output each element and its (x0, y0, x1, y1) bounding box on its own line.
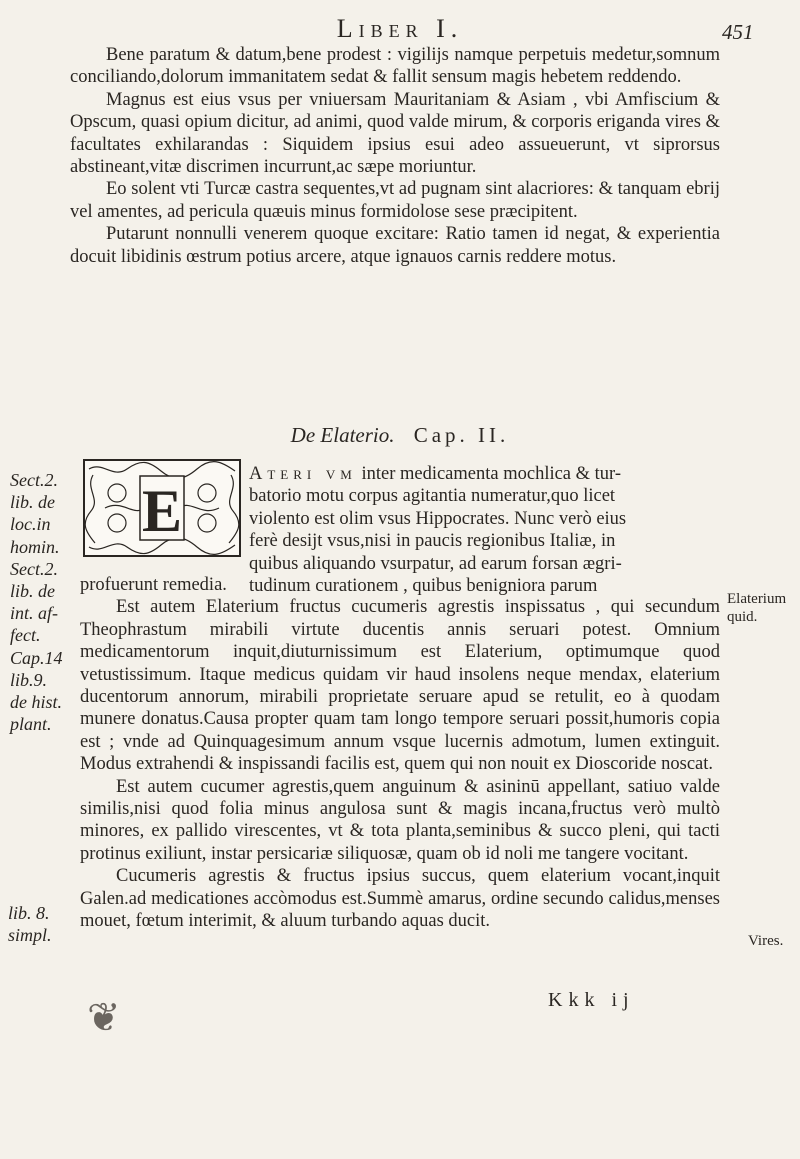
margin-line: homin. (10, 536, 60, 557)
text-line: violento est olim vsus Hippocrates. Nunc verò eius (249, 508, 627, 529)
margin-line: plant. (10, 714, 52, 735)
text-line: tudinum curationem , quibus benigniora parum (249, 576, 598, 597)
text-line: quibus aliquando vsurpatur, ad earum forsan ægri- (249, 553, 622, 574)
paragraph: Eo solent vti Turcæ castra sequentes,vt ad pugnam sint alacriores: & tanquam ebrij vel amentes, ad pericula quæuis minus formidolose sese præcipitent. (70, 179, 720, 222)
margin-line: int. af- (10, 603, 58, 624)
margin-note-right-top (727, 590, 795, 626)
margin-line: simpl. (8, 925, 52, 945)
elaterium-body-text (80, 574, 720, 933)
text-line: batorio motu corpus agitantia numeratur,quo licet (249, 486, 616, 507)
margin-line: lib.9. (10, 669, 48, 690)
paragraph: Bene paratum & datum,bene prodest : vigilijs namque perpetuis medetur,somnum conciliando,dolorum immanitatem sedat & fallit sensum magis hebetem reddendo. (70, 45, 720, 88)
margin-note-right-bottom: Vires. (748, 933, 784, 949)
margin-line: lib. 8. (8, 903, 50, 923)
paragraph: Cucumeris agrestis & fructus ipsius succus, quem elaterium vocant,inquit Galen.ad medicationes accòmodus est.Summè amarus, ordine secundo calidus,menses mouet, fœtum interimit, & aluum turbando aquas ducit. (80, 866, 720, 932)
running-head: Liber I. (336, 14, 464, 43)
page-number: 451 (722, 20, 754, 44)
margin-line: Sect.2. (10, 558, 58, 579)
chapter-heading (0, 423, 800, 448)
initial-word-rest: Ateri vm (249, 464, 357, 484)
margin-line: Sect.2. (10, 470, 58, 490)
text-line: ferè desijt vsus,nisi in paucis regionibus Italiæ, in (249, 531, 616, 552)
chapter-title: De Elaterio. (290, 423, 395, 447)
margin-line: Elaterium (727, 591, 787, 607)
paragraph: profuerunt remedia. (80, 575, 227, 595)
paragraph: Est autem cucumer agrestis,quem anguinum & asininū appellant, satiuo valde similis,nisi quod folia minus angulosa sunt & magis incana,fructus verò multò minores, ex pallido virescentes, vt & tota planta,seminibus & succo pleni, qui tacti protinus exiliunt, instar persicariæ siliquosæ, quam ob id noli me tangere vocitant. (80, 776, 720, 864)
margin-line: quid. (727, 609, 758, 625)
margin-line: fect. (10, 625, 41, 646)
margin-line: de hist. (10, 692, 62, 713)
first-line-text: inter medicamenta mochlica & tur- (361, 464, 622, 484)
margin-line: Cap.14 (10, 647, 63, 668)
paragraph: Putarunt nonnulli venerem quoque excitare: Ratio tamen id negat, & experientia docuit libidinis œstrum potius arcere, atque ignauos carnis reddere motus. (70, 224, 720, 267)
paragraph: Est autem Elaterium fructus cucumeris agrestis inspissatus , qui secundum Theophrastum mirabili virtute ducentis annis seruari potest. Omnium medicamentorum inquit,diuturnissimum est Elaterium, optimumque quod vetustissimum. Itaque medicus quidam vir haud insolens neque mendax, elaterium ducentorum annorum, mirabili proprietate seruare apud se retulit, eo à quodam munere donatus.Causa propter quam tam longo tempore seruari possit,humoris copia est ; vnde ad Quinquagesimum annum vsque lucernis admotum, lumen extinguit. Modus extrahendi & inspissandi facilis est, quem qui non nouit ex Dioscoride noscat. (80, 597, 720, 775)
margin-line: lib. de (10, 581, 55, 602)
svg-text:E: E (141, 478, 183, 544)
margin-line: lib. de (10, 492, 55, 513)
paragraph: Magnus est eius vsus per vniuersam Mauritaniam & Asiam , vbi Amfiscium & Opscum, quasi opium dicitur, ad animi, quod valde mirum, & corporis eriganda vires & facultates exhilarandas : Siquidem ipsius esui adeo assueuerunt, vt siprorsus abstineant,vitæ discrimen incurrunt,ac sæpe moriuntur. (70, 89, 720, 178)
margin-note-left-top (10, 469, 100, 735)
margin-line: loc.in (10, 514, 51, 535)
chapter-number: Cap. II. (413, 423, 510, 447)
margin-note-left-bottom (8, 902, 74, 946)
signature-mark: Kkk ij (548, 989, 635, 1011)
first-line (80, 463, 720, 485)
fleuron-ornament: ❦ (87, 995, 121, 1040)
opium-section-text (70, 44, 720, 268)
